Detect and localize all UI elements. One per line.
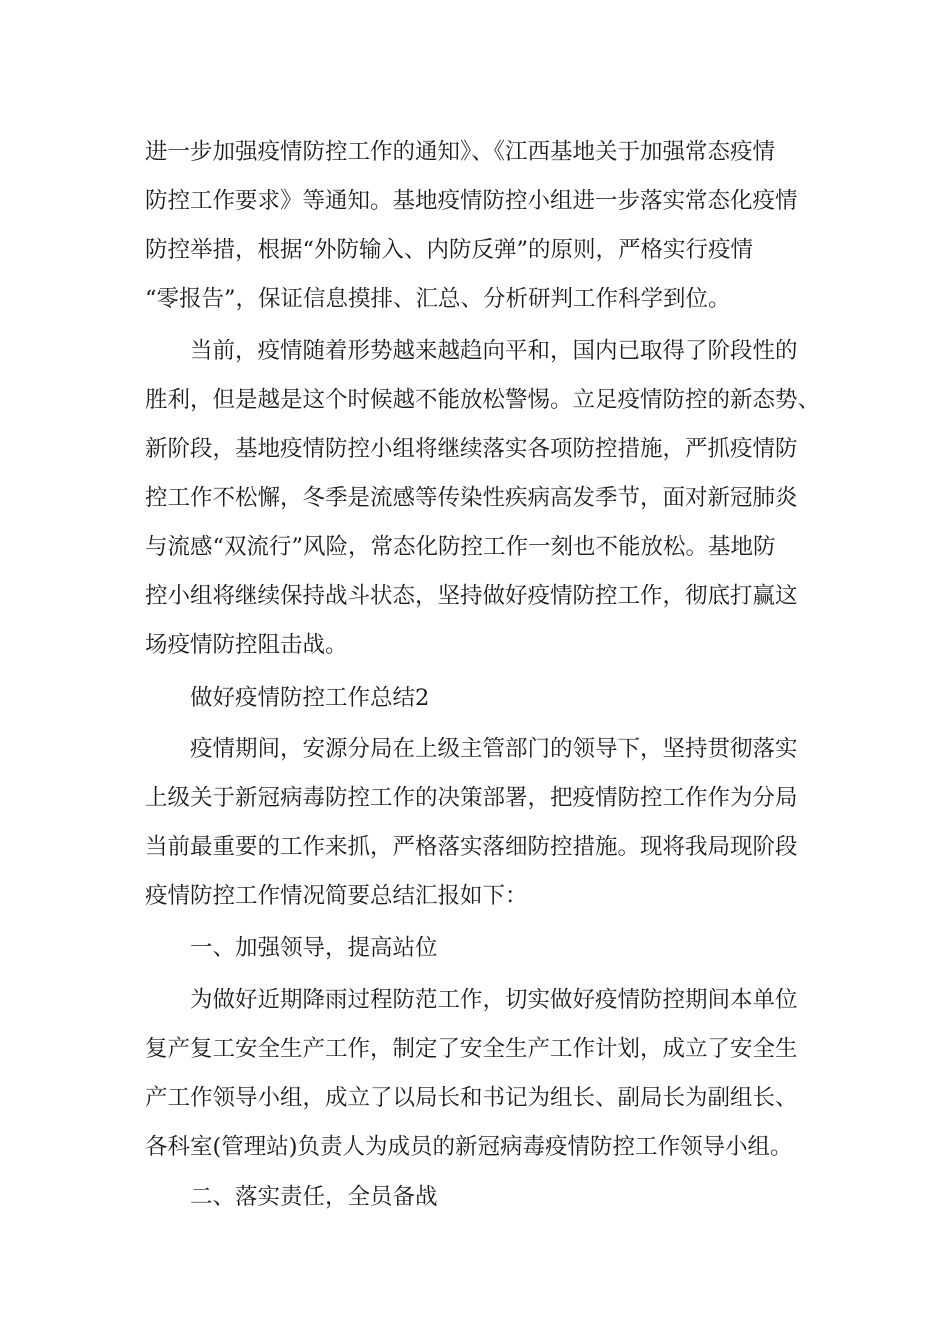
section-heading: 一、加强领导，提高站位 [190,935,438,961]
text-line: “零报告”，保证信息摸排、汇总、分析研判工作科学到位。 [145,286,731,312]
text-line: 新阶段，基地疫情防控小组将继续落实各项防控措施，严抓疫情防 [145,436,798,462]
text-line: 进一步加强疫情防控工作的通知》、《江西基地关于加强常态疫情 [145,139,776,165]
text-line: 各科室(管理站)负责人为成员的新冠病毒疫情防控工作领导小组。 [145,1134,793,1160]
text-line: 当前最重要的工作来抓，严格落实落细防控措施。现将我局现阶段 [145,834,798,860]
text-line: 疫情防控工作情况简要总结汇报如下： [145,883,528,909]
text-line: 控工作不松懈，冬季是流感等传染性疾病高发季节，面对新冠肺炎 [145,485,798,511]
text-line: 产工作领导小组，成立了以局长和书记为组长、副局长为副组长、 [145,1085,798,1111]
section-title: 做好疫情防控工作总结2 [190,685,430,711]
text-line: 复产复工安全生产工作，制定了安全生产工作计划，成立了安全生 [145,1036,798,1062]
text-line: 上级关于新冠病毒防控工作的决策部署，把疫情防控工作作为分局 [145,785,798,811]
paragraph-start-line: 疫情期间，安源分局在上级主管部门的领导下，坚持贯彻落实 [190,736,798,762]
text-line: 胜利，但是越是这个时候越不能放松警惕。立足疫情防控的新态势、 [145,387,821,413]
paragraph-start-line: 为做好近期降雨过程防范工作，切实做好疫情防控期间本单位 [190,987,798,1013]
text-line: 防控工作要求》等通知。基地疫情防控小组进一步落实常态化疫情 [145,188,798,214]
text-line: 与流感“双流行”风险，常态化防控工作一刻也不能放松。基地防 [145,534,776,560]
paragraph-start-line: 当前，疫情随着形势越来越趋向平和，国内已取得了阶段性的 [190,338,798,364]
text-line: 场疫情防控阻击战。 [145,632,348,658]
text-line: 控小组将继续保持战斗状态，坚持做好疫情防控工作，彻底打赢这 [145,583,798,609]
section-heading: 二、落实责任，全员备战 [190,1184,438,1210]
text-line: 防控举措，根据“外防输入、内防反弹”的原则，严格实行疫情 [145,237,754,263]
